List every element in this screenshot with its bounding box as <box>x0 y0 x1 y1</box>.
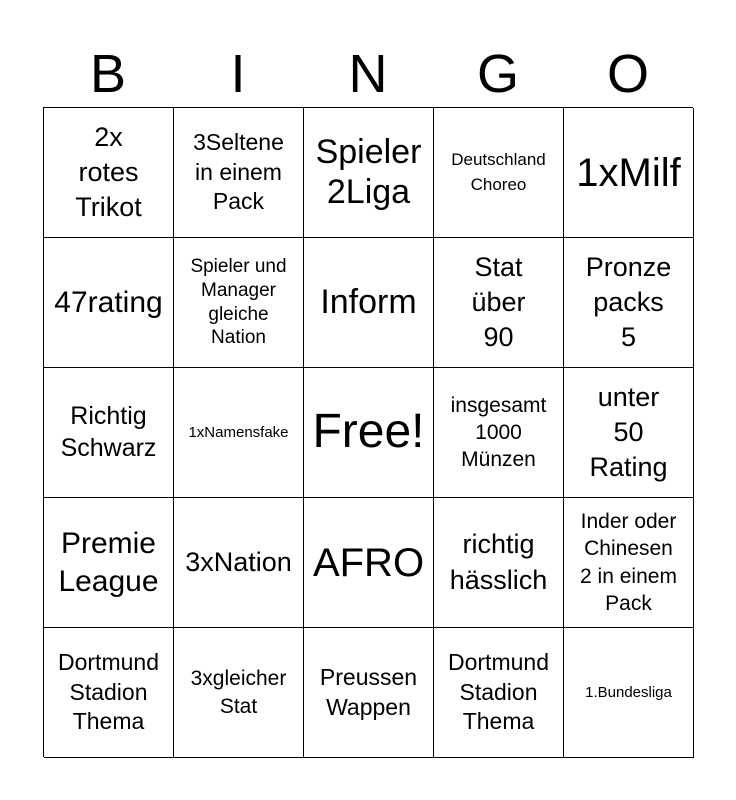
header-letter-i: I <box>230 44 246 104</box>
cell-text: 3Seltene in einem Pack <box>193 128 284 215</box>
bingo-cell[interactable] <box>44 108 174 238</box>
cell-text: Inform <box>320 282 417 321</box>
bingo-cell[interactable] <box>304 498 434 628</box>
bingo-cell[interactable] <box>434 238 564 368</box>
cell-text: 3xNation <box>185 546 292 577</box>
bingo-cell[interactable] <box>434 628 564 758</box>
cell-text: Dortmund Stadion Thema <box>448 648 549 735</box>
cell-text: unter 50 Rating <box>589 381 668 483</box>
bingo-cell[interactable] <box>44 368 174 498</box>
cell-text: richtig hässlich <box>449 529 548 595</box>
bingo-cell[interactable] <box>564 238 694 368</box>
cell-text: Pronze packs 5 <box>585 251 672 353</box>
cell-text: Spieler 2Liga <box>315 133 422 211</box>
header-letter-g: G <box>476 44 519 104</box>
bingo-cell[interactable] <box>304 108 434 238</box>
cell-text: Dortmund Stadion Thema <box>58 648 159 735</box>
bingo-cell[interactable] <box>434 108 564 238</box>
cell-text: 3xgleicher Stat <box>190 667 287 718</box>
cell-text: Richtig Schwarz <box>60 402 157 462</box>
bingo-cell[interactable] <box>44 238 174 368</box>
cell-text: Spieler und Manager gleiche Nation <box>190 256 287 349</box>
header-letter-n: N <box>348 44 388 104</box>
cell-text: 2x rotes Trikot <box>75 121 142 223</box>
bingo-cell[interactable] <box>304 238 434 368</box>
bingo-cell[interactable] <box>434 368 564 498</box>
bingo-cell[interactable] <box>174 108 304 238</box>
header-letter-o: O <box>606 44 649 104</box>
bingo-cell[interactable] <box>564 498 694 628</box>
cell-text: 47rating <box>54 285 163 319</box>
cell-text: Premie League <box>58 527 159 598</box>
bingo-cell[interactable] <box>304 628 434 758</box>
cell-text: 1.Bundesliga <box>585 683 672 701</box>
cell-text: Preussen Wappen <box>319 663 418 720</box>
bingo-cell[interactable] <box>174 238 304 368</box>
cell-text: Stat über 90 <box>471 251 526 353</box>
cell-text: 1xNamensfake <box>188 423 289 441</box>
bingo-cell[interactable] <box>174 368 304 498</box>
bingo-cell[interactable] <box>44 498 174 628</box>
header-letter-b: B <box>89 44 127 104</box>
free-space[interactable] <box>304 368 434 498</box>
bingo-cell[interactable] <box>564 628 694 758</box>
cell-text: Inder oder Chinesen 2 in einem Pack <box>580 509 677 615</box>
bingo-cell[interactable] <box>564 108 694 238</box>
cell-text: AFRO <box>312 540 425 585</box>
bingo-cell[interactable] <box>44 628 174 758</box>
cell-text: 1xMilf <box>576 150 681 195</box>
bingo-cell[interactable] <box>564 368 694 498</box>
bingo-cell[interactable] <box>174 628 304 758</box>
free-space-text: Free! <box>312 405 425 459</box>
bingo-header <box>43 40 693 108</box>
cell-text: Deutschland Choreo <box>451 149 546 194</box>
cell-text: insgesamt 1000 Münzen <box>450 393 547 472</box>
bingo-cell[interactable] <box>174 498 304 628</box>
bingo-cell[interactable] <box>434 498 564 628</box>
bingo-board <box>43 107 693 757</box>
